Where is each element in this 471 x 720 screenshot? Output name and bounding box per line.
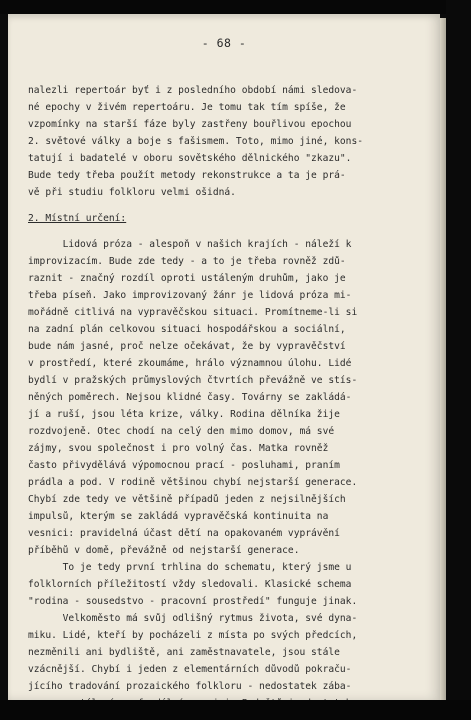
text-line: Velkoměsto má svůj odlišný rytmus života, své dyna- (28, 613, 358, 624)
page-text (8, 14, 440, 700)
text-line: Bude tedy třeba použít metody rekonstrukce a ta je prá- (28, 170, 346, 181)
scan-border-right (446, 0, 471, 720)
scan-border-bottom (0, 700, 471, 720)
text-line: často přivydělává výpomocnou prací - posluhami, praním (28, 460, 340, 471)
text-line: třeba píseň. Jako improvizovaný žánr je lidová próza mi- (28, 290, 352, 301)
text-line: bydlí v pražských průmyslových čtvrtích převážně ve stís- (28, 375, 358, 386)
text-line: impulsů, kterým se zakládá vypravěčská kontinuita na (28, 511, 329, 522)
text-line: né epochy v živém repertoáru. Je tomu tak tím spíše, že (28, 102, 346, 113)
text-line: mořádně citlivá na vypravěčskou situaci. Promítneme-li si (28, 307, 358, 318)
text-line: zájmy, svou společnost i pro volný čas. Matka rovněž (28, 443, 329, 454)
text-line: folklorních příležitostí vždy sledovali. Klasické schema (28, 579, 352, 590)
text-line: v prostředí, které zkoumáme, hrálo významnou úlohu. Lidé (28, 358, 352, 369)
text-line: To je tedy první trhlina do schematu, který jsme u (28, 562, 352, 573)
text-line: Lidová próza - alespoň v našich krajích - náleží k (28, 239, 352, 250)
scan-border-top (0, 0, 471, 14)
text-line: 2. světové války a boje s fašismem. Toto, mimo jiné, kons- (28, 136, 364, 147)
text-line: nalezli repertoár byť i z posledního období námi sledova- (28, 85, 358, 96)
section-heading: 2. Místní určení: (28, 213, 127, 224)
text-line: vzpomínky na starší fáze byly zastřeny bouřlivou epochou (28, 119, 352, 130)
text-line: raznit - značný rozdíl oproti ustáleným druhům, jako je (28, 273, 346, 284)
text-line: tatují i badatelé v oboru sovětského dělnického "zkazu". (28, 153, 352, 164)
text-line: prádla a pod. V rodině většinou chybí nejstarší generace. (28, 477, 358, 488)
text-line: miku. Lidé, kteří by pocházeli z místa po svých předcích, (28, 630, 358, 641)
text-line: vesnici: pravidelná účast dětí na opakovaném vyprávění (28, 528, 340, 539)
text-line: Chybí zde tedy ve většině případů jeden z nejsilnějších (28, 494, 346, 505)
text-line: příběhů v domě, převážně od nejstarší generace. (28, 545, 300, 556)
text-line: vě při studiu folkloru velmi ošidná. (28, 187, 236, 198)
text-line: na zadní plán celkovou situaci hospodářskou a sociální, (28, 324, 346, 335)
text-line: bude nám jasné, proč nelze očekávat, že by vypravěčství (28, 341, 346, 352)
text-line: "rodina - sousedstvo - pracovní prostředí" funguje jinak. (28, 596, 358, 607)
text-line: rozdvojeně. Otec chodí na celý den mimo domov, má své (28, 426, 335, 437)
text-line: jí a ruší, jsou léta krize, války. Rodina dělníka žije (28, 409, 340, 420)
page-number: - 68 - (201, 36, 247, 50)
text-line: jícího tradování prozaického folkloru - nedostatek zába- (28, 681, 352, 692)
text-line: vzácnější. Chybí i jeden z elementárních důvodů pokraču- (28, 664, 352, 675)
text-line: nezměnili ani bydliště, ani zaměstnavatele, jsou stále (28, 647, 340, 658)
book-page (8, 14, 440, 700)
text-line: něných poměrech. Nejsou klidné časy. Továrny se zakládá- (28, 392, 352, 403)
text-line: improvizacím. Bude zde tedy - a to je třeba rovněž zdů- (28, 256, 346, 267)
